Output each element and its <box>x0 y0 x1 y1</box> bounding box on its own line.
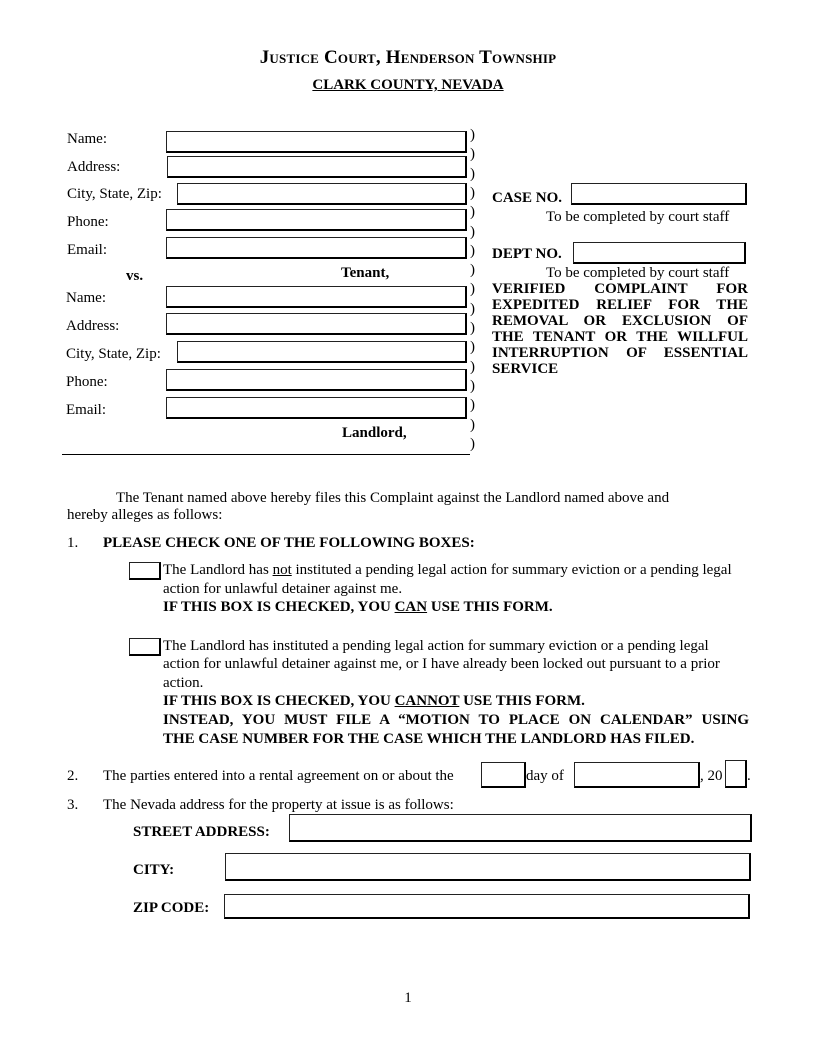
item-1-number: 1. <box>67 535 79 551</box>
option-2-line-1: The Landlord has instituted a pending legal action for summary eviction or a pending legal <box>163 638 709 654</box>
option-1-can: CAN <box>394 599 428 615</box>
tenant-address-field[interactable] <box>167 156 467 178</box>
tenant-phone-label: Phone: <box>67 214 109 230</box>
intro-line-1: The Tenant named above hereby files this Complaint against the Landlord named above and <box>116 490 670 506</box>
agreement-year-field[interactable] <box>725 760 747 788</box>
document-title <box>492 281 748 377</box>
caption-paren: ) <box>470 359 475 375</box>
option-2-warning-b: USE THIS FORM. <box>459 693 585 709</box>
option-2-case-number: THE CASE NUMBER FOR THE CASE WHICH THE LANDLORD HAS FILED. <box>163 731 695 747</box>
landlord-name-field[interactable] <box>166 286 467 308</box>
caption-paren: ) <box>470 417 475 433</box>
vs-label: vs. <box>126 268 144 284</box>
option-2-warning-a: IF THIS BOX IS CHECKED, YOU <box>163 693 395 709</box>
caption-paren: ) <box>470 146 475 162</box>
option-1-not: not <box>272 562 292 578</box>
document-title-line: INTERRUPTION OF ESSENTIAL <box>492 345 748 361</box>
caption-paren: ) <box>470 243 475 259</box>
page-number: 1 <box>404 990 412 1006</box>
document-title-line: REMOVAL OR EXCLUSION OF <box>492 313 748 329</box>
street-address-field[interactable] <box>289 814 752 842</box>
caption-paren: ) <box>470 185 475 201</box>
agreement-day-field[interactable] <box>481 762 526 788</box>
county-title: CLARK COUNTY, NEVADA <box>312 77 504 93</box>
option-2-warning <box>163 693 585 710</box>
tenant-name-field[interactable] <box>166 131 467 153</box>
street-address-label: STREET ADDRESS: <box>133 824 270 840</box>
court-title: Justice Court, Henderson Township <box>259 47 557 68</box>
landlord-city-field[interactable] <box>177 341 467 363</box>
caption-paren: ) <box>470 301 475 317</box>
caption-paren: ) <box>470 204 475 220</box>
dept-number-note: To be completed by court staff <box>546 265 730 281</box>
option-2-cannot: CANNOT <box>394 693 460 709</box>
landlord-email-label: Email: <box>66 402 106 418</box>
tenant-address-label: Address: <box>67 159 121 175</box>
caption-paren: ) <box>470 397 475 413</box>
caption-paren: ) <box>470 224 475 240</box>
city-field[interactable] <box>225 853 751 881</box>
zip-code-field[interactable] <box>224 894 750 919</box>
option-2-line-2: action for unlawful detainer against me, or I have already been locked out pursuant to a prior <box>163 656 720 672</box>
landlord-phone-field[interactable] <box>166 369 467 391</box>
case-number-label: CASE NO. <box>492 190 563 206</box>
dept-number-field[interactable] <box>573 242 746 264</box>
tenant-name-label: Name: <box>67 131 107 147</box>
landlord-address-field[interactable] <box>166 313 467 335</box>
caption-paren: ) <box>470 436 475 452</box>
option-1-text-b: instituted a pending legal action for summary eviction or a pending legal <box>291 562 732 578</box>
caption-divider <box>62 454 470 455</box>
tenant-phone-field[interactable] <box>166 209 467 231</box>
option-1-warning <box>163 599 553 616</box>
document-title-line: VERIFIED COMPLAINT FOR <box>492 281 748 297</box>
item-2-period: . <box>747 768 751 784</box>
intro-line-2: hereby alleges as follows: <box>67 507 223 523</box>
document-title-line: THE TENANT OR THE WILLFUL <box>492 329 748 345</box>
caption-paren: ) <box>470 320 475 336</box>
landlord-phone-label: Phone: <box>66 374 108 390</box>
document-title-line: EXPEDITED RELIEF FOR THE <box>492 297 748 313</box>
option-1-line-2: action for unlawful detainer against me. <box>163 581 403 597</box>
option-1-checkbox[interactable] <box>129 562 161 580</box>
case-number-note: To be completed by court staff <box>546 209 730 225</box>
tenant-email-field[interactable] <box>166 237 467 259</box>
agreement-month-field[interactable] <box>574 762 700 788</box>
caption-paren: ) <box>470 262 475 278</box>
tenant-role-label: Tenant, <box>341 265 390 281</box>
case-number-field[interactable] <box>571 183 747 205</box>
year-prefix-label: , 20 <box>700 768 723 784</box>
item-1-heading: PLEASE CHECK ONE OF THE FOLLOWING BOXES: <box>103 535 475 551</box>
option-1-warning-a: IF THIS BOX IS CHECKED, YOU <box>163 599 395 615</box>
landlord-email-field[interactable] <box>166 397 467 419</box>
landlord-role-label: Landlord, <box>342 425 407 441</box>
landlord-address-label: Address: <box>66 318 120 334</box>
item-2-text: The parties entered into a rental agreement on or about the <box>103 768 454 784</box>
tenant-city-label: City, State, Zip: <box>67 186 162 202</box>
document-title-line: SERVICE <box>492 361 559 377</box>
caption-paren: ) <box>470 281 475 297</box>
zip-code-label: ZIP CODE: <box>133 900 210 916</box>
option-2-line-3: action. <box>163 675 204 691</box>
landlord-city-label: City, State, Zip: <box>66 346 161 362</box>
tenant-city-field[interactable] <box>177 183 467 205</box>
item-3-text: The Nevada address for the property at issue is as follows: <box>103 797 454 813</box>
option-2-checkbox[interactable] <box>129 638 161 656</box>
caption-paren: ) <box>470 378 475 394</box>
day-of-label: day of <box>526 768 564 784</box>
landlord-name-label: Name: <box>66 290 106 306</box>
option-1-text-a: The Landlord has <box>163 562 273 578</box>
caption-paren: ) <box>470 339 475 355</box>
tenant-email-label: Email: <box>67 242 107 258</box>
dept-number-label: DEPT NO. <box>492 246 562 262</box>
caption-paren: ) <box>470 127 475 143</box>
item-2-number: 2. <box>67 768 79 784</box>
option-2-instead: INSTEAD, YOU MUST FILE A “MOTION TO PLACE ON CALENDAR” USING <box>163 712 749 728</box>
item-3-number: 3. <box>67 797 79 813</box>
option-1-line-1 <box>163 562 749 579</box>
option-1-warning-b: USE THIS FORM. <box>427 599 553 615</box>
caption-paren: ) <box>470 166 475 182</box>
city-label: CITY: <box>133 862 175 878</box>
